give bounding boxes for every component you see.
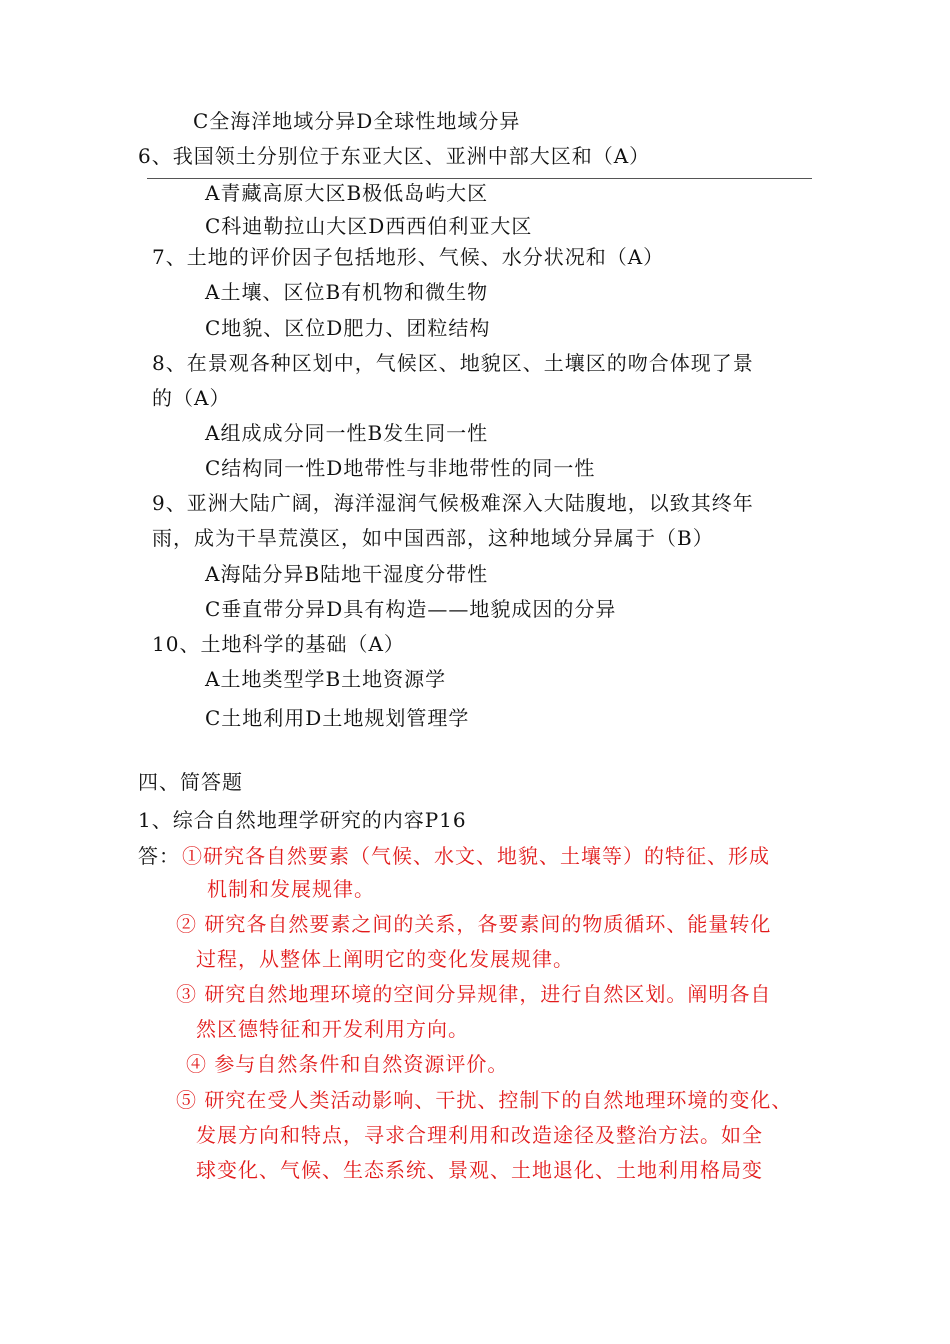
- q6-stem: 6、我国领土分别位于东亚大区、亚洲中部大区和（A）: [138, 144, 651, 168]
- answer-point-5-line3: 球变化、气候、生态系统、景观、土地退化、土地利用格局变: [196, 1158, 763, 1182]
- answer-prefix: 答：: [138, 844, 180, 868]
- answer-point-1-line1: ①研究各自然要素（气候、水文、地貌、土壤等）的特征、形成: [182, 844, 770, 868]
- answer-point-2-line2: 过程，从整体上阐明它的变化发展规律。: [196, 947, 574, 971]
- q6-options-cd: C科迪勒拉山大区D西西伯利亚大区: [205, 214, 533, 238]
- answer-point-3-line2: 然区德特征和开发利用方向。: [196, 1017, 469, 1041]
- short-answer-question-1: 1、综合自然地理学研究的内容P16: [138, 808, 467, 832]
- q9-options-ab: A海陆分异B陆地干湿度分带性: [205, 562, 489, 586]
- q10-options-cd: C土地利用D土地规划管理学: [205, 706, 470, 730]
- answer-point-5-line2: 发展方向和特点，寻求合理利用和改造途径及整治方法。如全: [196, 1123, 763, 1147]
- q10-stem: 10、土地科学的基础（A）: [152, 632, 405, 656]
- q8-options-cd: C结构同一性D地带性与非地带性的同一性: [205, 456, 596, 480]
- q7-stem: 7、土地的评价因子包括地形、气候、水分状况和（A）: [152, 245, 665, 269]
- q10-options-ab: A土地类型学B土地资源学: [205, 667, 447, 691]
- q5-options-cd: C全海洋地域分异D全球性地域分异: [193, 109, 521, 133]
- q8-options-ab: A组成成分同一性B发生同一性: [205, 421, 489, 445]
- answer-point-5-line1: ⑤ 研究在受人类活动影响、干扰、控制下的自然地理环境的变化、: [176, 1088, 793, 1112]
- q8-stem-line2: 的（A）: [152, 386, 231, 410]
- q6-options-ab: A青藏高原大区B极低岛屿大区: [205, 181, 489, 205]
- divider-line: [147, 178, 812, 179]
- answer-point-2-line1: ② 研究各自然要素之间的关系，各要素间的物质循环、能量转化: [176, 912, 772, 936]
- answer-point-1-line2: 机制和发展规律。: [207, 877, 375, 901]
- answer-point-3-line1: ③ 研究自然地理环境的空间分异规律，进行自然区划。阐明各自: [176, 982, 772, 1006]
- answer-point-4: ④ 参与自然条件和自然资源评价。: [186, 1052, 509, 1076]
- section-heading: 四、简答题: [138, 770, 243, 794]
- q7-options-ab: A土壤、区位B有机物和微生物: [205, 280, 489, 304]
- q9-options-cd: C垂直带分异D具有构造——地貌成因的分异: [205, 597, 617, 621]
- q7-options-cd: C地貌、区位D肥力、团粒结构: [205, 316, 491, 340]
- q9-stem-line2: 雨，成为干旱荒漠区，如中国西部，这种地域分异属于（B）: [152, 526, 714, 550]
- q9-stem-line1: 9、亚洲大陆广阔，海洋湿润气候极难深入大陆腹地，以致其终年: [152, 491, 754, 515]
- q8-stem-line1: 8、在景观各种区划中，气候区、地貌区、土壤区的吻合体现了景: [152, 351, 754, 375]
